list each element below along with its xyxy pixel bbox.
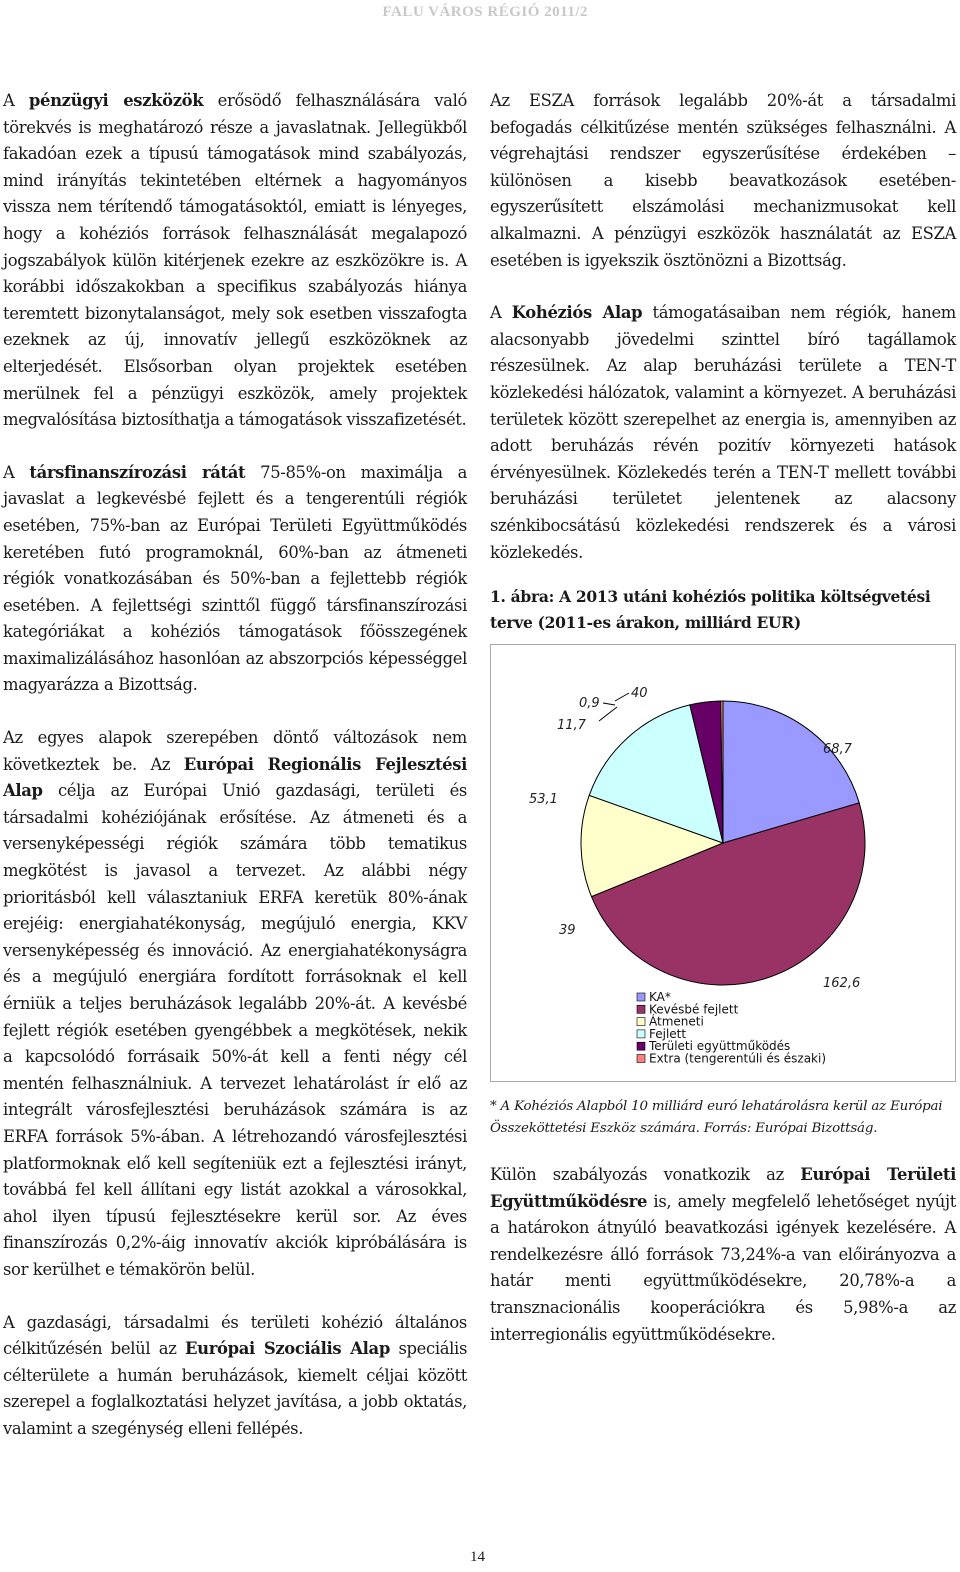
leader-line	[615, 693, 629, 701]
bold-term: Európai Regionális Fejlesztési Alap	[3, 754, 468, 801]
paragraph-erfa: Az egyes alapok szerepében döntő változások nem következtek be. Az Európai Regionális Fejlesztési Alap célja az Európai Unió gazdasági, területi és társadalmi kohéziójának erősítése. Az átmeneti és a versenyképességi régiók számára több tematikus megkötést is javasol a tervezet. Az alábbi négy prioritásból kell választaniuk ERFA keretük 80%-ának erejéig: energiahatékonyság, megújuló energia, KKV versenyképesség és innováció. Az energiahatékonyságra és a megújuló energiára fordított forrásoknak el kell érniük a teljes beruházások legalább 20%-át. A kevésbé fejlett régiók esetében gyengébbek a megkötések, nekik a kapcsolódó forrásaik 50%-át kell a fenti négy cél mentén felhasználniuk. A tervezet lehatárolást ír elő az integrált városfejlesztési beruházások számára is az ERFA források 5%-ában. A létrehozandó városfejlesztési platformoknak elő kell segíteniük ezt a fejlesztési irányt, továbbá fel kell állítani egy listát azokkal a városokkal, ahol ilyen típusú fejlesztésekre kerül sor. Az éves finanszírozás 0,2%-áig innovatív akciók kipróbálására is sor kerülhet e témakörön belül.	[3, 728, 468, 1279]
legend-swatch-slice-ka	[637, 993, 645, 1001]
legend-swatch-slice-teruleti-egyuttmukodes	[637, 1042, 645, 1050]
paragraph-tarsfinanszirozas: A társfinanszírozási rátát 75-85%-on maximálja a javaslat a legkevésbé fejlett és a tengerentúli régiók esetében, 75%-ban az Európai Területi Együttműködés keretében futó programoknál, 60%-ban az átmeneti régiók vonatkozásában és 50%-ban a fejlettebb régiók esetében. A fejlettségi szinttől függő társfinanszírozási kategóriákat a kohéziós támogatások főösszegének maximalizálásához hasonlóan az abszorpciós képességgel magyarázza a Bizottság.	[3, 462, 468, 695]
bold-term: társfinanszírozási rátát	[29, 462, 246, 482]
data-label-extra-40: 40	[631, 686, 648, 702]
bold-term: Európai Területi Együttműködésre	[490, 1165, 956, 1211]
paragraph-koheziós-alap: A Kohéziós Alap támogatásaiban nem régiók, hanem alacsonyabb jövedelmi szinttel bíró tagállamok részesülnek. Az alap beruházási területe a TEN-T közlekedési hálózatok, valamint a környezet. A beruházási területek között szerepelhet az energia is, amennyiben az adott beruházás révén pozitív környezeti hatások érvényesülnek. Közlekedés terén a TEN-T mellett további beruházási területet jelentenek az alacsony szénkibocsátású közlekedési rendszerek és a városi közlekedés.	[490, 303, 956, 562]
bold-term: pénzügyi eszközök	[28, 91, 204, 110]
data-label-slice-ka: 68,7	[823, 742, 852, 758]
legend-label-slice-atmeneti: Átmeneti	[649, 1014, 704, 1029]
legend-swatch-slice-extra	[637, 1055, 645, 1063]
legend-swatch-slice-atmeneti	[637, 1018, 645, 1026]
figure-caption-label: 1. ábra	[490, 587, 549, 607]
data-label-slice-fejlett: 53,1	[529, 792, 558, 808]
paragraph-penzugyi-eszkozok: A pénzügyi eszközök erősödő felhasználására való törekvés is meghatározó része a javaslatnak. Jellegükből fakadóan ezek a típusú támogatások mind szabályozás, mind irányítás tekintetében eltérnek a hagyományos vissza nem térítendő támogatásoktól, emiatt is lényeges, hogy a kohéziós források felhasználását megalapozó jogszabályok külön kitérjenek ezekre az eszközökre is. A korábbi időszakokban a specifikus szabályozás hiánya teremtett bizonytalanságot, mely sok esetben visszafogta ezeknek az új, innovatív jellegű eszközöknek az elterjedését. Elsősorban olyan projektek esetében merülnek fel a pénzügyi eszközök, amely projektek megvalósítása biztosíthatja a támogatások visszafizetését.	[3, 91, 467, 430]
data-label-slice-atmeneti: 39	[559, 923, 576, 939]
paragraph-esza: A gazdasági, társadalmi és területi kohézió általános célkitűzésén belül az Európai Szociális Alap speciális célterülete a humán beruházások, kiemelt céljai között szerepel a foglalkoztatási helyzet javítása, a jobb oktatás, valamint a szegénység elleni fellépés.	[3, 1312, 468, 1438]
figure-note: * A Kohéziós Alapból 10 milliárd euró lehatárolásra kerül az Európai Összeköttetési Eszköz számára. Forrás: Európai Bizottság.	[490, 1099, 943, 1137]
left-column	[3, 88, 467, 1443]
data-label-slice-kevesbe-fejlett: 162,6	[823, 976, 861, 992]
pie-chart	[491, 645, 955, 1081]
legend-label-slice-extra: Extra (tengerentúli és északi)	[649, 1051, 827, 1066]
pie-chart-box	[490, 644, 956, 1082]
legend-label-slice-teruleti-egyuttmukodes: Területi együttműködés	[649, 1039, 791, 1054]
legend-label-slice-ka: KA*	[649, 990, 671, 1005]
leader-line	[603, 703, 615, 705]
figure-caption	[490, 584, 956, 636]
leader-line	[599, 707, 617, 721]
bold-term: Kohéziós Alap	[511, 303, 643, 323]
page-number: 14	[470, 1549, 485, 1565]
paragraph-etee: Külön szabályozás vonatkozik az Európai Területi Együttműködésre is, amely megfelelő lehetőséget nyújt a határokon átnyúló beavatkozási igények kezelésére. A rendelkezésre álló források 73,24%-a van előirányozva a határ menti együttműködésekre, 20,78%-a a transznacionális kooperációkra és 5,98%-a az interregionális együttműködésekre.	[490, 1165, 956, 1344]
right-column	[490, 88, 956, 1348]
legend-swatch-slice-fejlett	[637, 1030, 645, 1038]
legend-swatch-slice-kevesbe-fejlett	[637, 1005, 645, 1013]
legend-label-slice-kevesbe-fejlett: Kevésbé fejlett	[649, 1002, 739, 1017]
legend-label-slice-fejlett: Fejlett	[649, 1026, 687, 1041]
data-label-slice-extra: 0,9	[579, 696, 600, 712]
paragraph-esza-forrasok: Az ESZA források legalább 20%-át a társadalmi befogadás célkitűzése mentén szükséges felhasználni. A végrehajtási rendszer egyszerűsítése érdekében – különösen a kisebb beavatkozások esetében- egyszerűsített elszámolási mechanizmusokat kell alkalmazni. A pénzügyi eszközök használatát az ESZA esetében is igyekszik ösztönözni a Bizottság.	[490, 91, 956, 270]
bold-term: Európai Szociális Alap	[185, 1339, 390, 1359]
data-label-slice-teruleti-egyuttmukodes: 11,7	[557, 718, 586, 734]
running-header: FALU VÁROS RÉGIÓ 2011/2	[382, 4, 588, 20]
figure-caption-text: : A 2013 utáni kohéziós politika költségvetési terve (2011-es árakon, milliárd EUR)	[490, 587, 931, 633]
